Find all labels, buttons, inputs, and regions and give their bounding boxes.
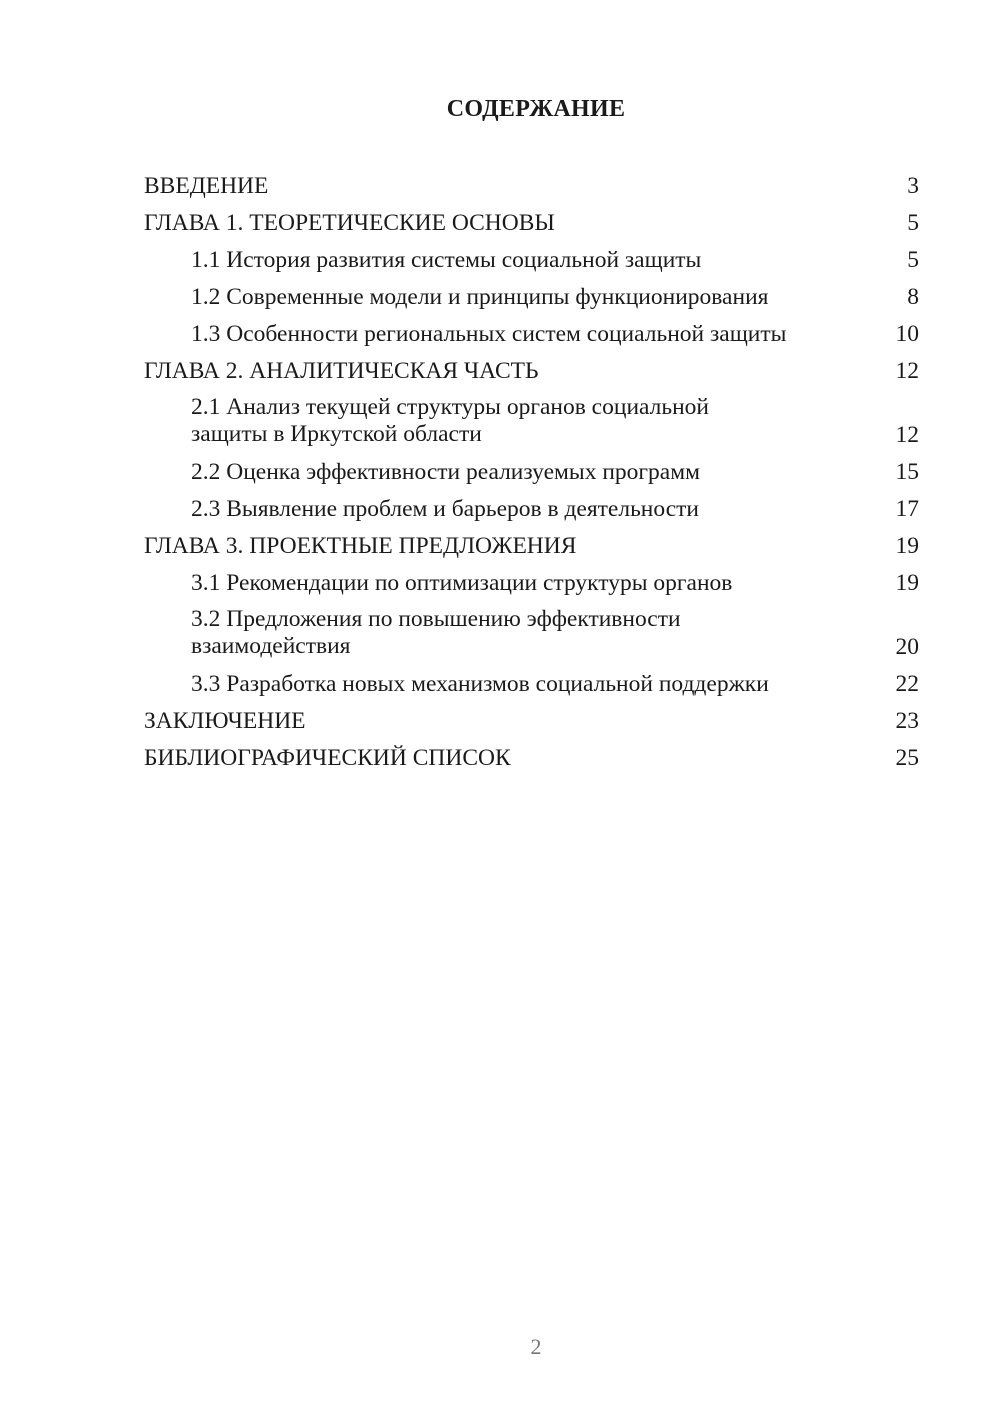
toc-entry-section-1-1 (144, 242, 919, 279)
page-title: СОДЕРЖАНИЕ (446, 96, 626, 122)
toc-entry-section-3-2 (144, 602, 919, 666)
toc-entry-text: ЗАКЛЮЧЕНИЕ (144, 708, 306, 734)
toc-entry-text: 1.2 Современные модели и принципы функционирования (191, 284, 769, 310)
toc-entry-text: 2.2 Оценка эффективности реализуемых программ (191, 459, 700, 485)
toc-entry-page: 3 (907, 173, 919, 199)
toc-entry-text: 3.2 Предложения по повышению эффективности взаимодействия (191, 606, 681, 659)
toc-entry-section-2-2 (144, 454, 919, 491)
toc-entry-text: ГЛАВА 2. АНАЛИТИЧЕСКАЯ ЧАСТЬ (144, 358, 539, 384)
toc-entry-chapter-3 (144, 528, 919, 565)
toc-entry-text: 3.3 Разработка новых механизмов социальной поддержки (191, 671, 769, 697)
toc-entry-bibliography (144, 740, 919, 777)
toc-entry-page: 10 (895, 321, 919, 347)
toc-entry-text: 2.3 Выявление проблем и барьеров в деятельности (191, 496, 699, 522)
toc-entry-page: 12 (895, 358, 919, 384)
toc-entry-page: 19 (895, 570, 919, 596)
toc-entry-page: 5 (907, 247, 919, 273)
toc-entry-section-2-1 (144, 390, 919, 454)
toc-entry-section-2-3 (144, 491, 919, 528)
toc-entry-page: 5 (907, 210, 919, 236)
toc-entry-section-3-1 (144, 565, 919, 602)
toc-entry-text: 2.1 Анализ текущей структуры органов социальной защиты в Иркутской области (191, 394, 709, 447)
toc-entry-conclusion (144, 703, 919, 740)
toc-entry-section-1-3 (144, 316, 919, 353)
toc-entry-text: ВВЕДЕНИЕ (144, 173, 269, 199)
toc-entry-chapter-1 (144, 205, 919, 242)
toc-entry-page: 8 (907, 284, 919, 310)
toc-entry-text: 3.1 Рекомендации по оптимизации структуры органов (191, 570, 733, 596)
toc-entry-page: 20 (895, 634, 919, 660)
page-number: 2 (530, 1334, 542, 1359)
toc-entry-text: ГЛАВА 1. ТЕОРЕТИЧЕСКИЕ ОСНОВЫ (144, 210, 555, 236)
toc-entry-page: 23 (895, 708, 919, 734)
toc-entry-text: 1.1 История развития системы социальной защиты (191, 247, 702, 273)
toc-entry-chapter-2 (144, 353, 919, 390)
toc-entry-section-3-3 (144, 666, 919, 703)
toc-entry-page: 17 (895, 496, 919, 522)
toc-entry-page: 22 (895, 671, 919, 697)
table-of-contents (144, 168, 919, 777)
toc-entry-text: ГЛАВА 3. ПРОЕКТНЫЕ ПРЕДЛОЖЕНИЯ (144, 533, 577, 559)
toc-entry-page: 12 (895, 422, 919, 448)
toc-entry-page: 15 (895, 459, 919, 485)
toc-entry-page: 25 (895, 745, 919, 771)
toc-entry-section-1-2 (144, 279, 919, 316)
toc-entry-text: 1.3 Особенности региональных систем социальной защиты (191, 321, 787, 347)
toc-entry-introduction (144, 168, 919, 205)
toc-entry-page: 19 (895, 533, 919, 559)
toc-entry-text: БИБЛИОГРАФИЧЕСКИЙ СПИСОК (144, 745, 511, 771)
